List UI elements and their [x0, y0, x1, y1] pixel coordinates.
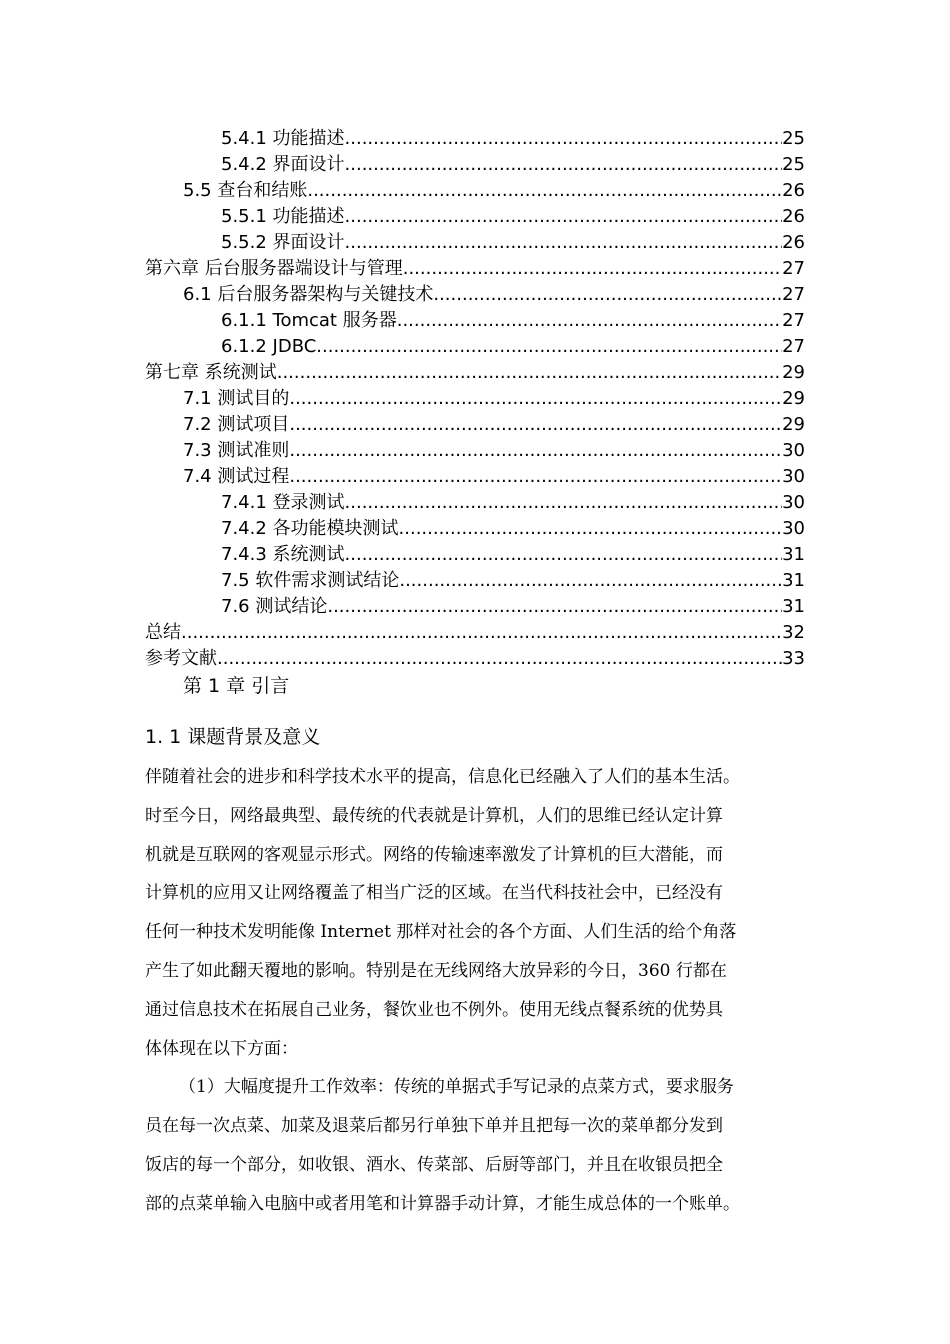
toc-entry[interactable]	[0, 542, 950, 568]
toc-entry-label: 第七章 系统测试	[145, 360, 277, 386]
toc-entry-label: 5.5.1 功能描述	[221, 204, 345, 230]
toc-entry[interactable]	[0, 386, 950, 412]
toc-page-number: 30	[782, 466, 805, 487]
paragraph-line: 任何一种技术发明能像 Internet 那样对社会的各个方面、人们生活的给个角落	[145, 922, 737, 943]
toc-page-number: 26	[782, 206, 805, 227]
toc-entry[interactable]	[0, 568, 950, 594]
toc-entry[interactable]	[0, 464, 950, 490]
toc-page-number: 27	[782, 284, 805, 305]
paragraph-line: 通过信息技术在拓展自己业务，餐饮业也不例外。使用无线点餐系统的优势具	[145, 999, 723, 1020]
toc-entry[interactable]	[0, 204, 950, 230]
paragraph-line: 计算机的应用又让网络覆盖了相当广泛的区域。在当代科技社会中，已经没有	[145, 883, 723, 904]
toc-entry-label: 6.1.2 JDBC	[221, 334, 316, 360]
toc-entry-label: 5.4.2 界面设计	[221, 152, 345, 178]
paragraph-line: 时至今日，网络最典型、最传统的代表就是计算机，人们的思维已经认定计算	[145, 805, 723, 826]
toc-leader-dots	[289, 438, 782, 464]
toc-entry-label: 5.5.2 界面设计	[221, 230, 345, 256]
toc-entry[interactable]	[0, 256, 950, 282]
toc-entry[interactable]	[0, 230, 950, 256]
toc-leader-dots	[397, 308, 782, 334]
toc-page-number: 26	[782, 232, 805, 253]
toc-page-number: 33	[782, 648, 805, 669]
toc-entry-label: 5.5 查台和结账	[183, 178, 307, 204]
toc-leader-dots	[289, 464, 782, 490]
toc-entry[interactable]	[0, 334, 950, 360]
body-text	[145, 758, 825, 1224]
toc-leader-dots	[345, 542, 783, 568]
toc-leader-dots	[316, 334, 782, 360]
toc-entry-label: 7.5 软件需求测试结论	[221, 568, 399, 594]
toc-entry-label: 5.4.1 功能描述	[221, 126, 345, 152]
toc-entry-label: 7.2 测试项目	[183, 412, 289, 438]
toc-entry[interactable]	[0, 516, 950, 542]
toc-page-number: 29	[782, 388, 805, 409]
toc-entry[interactable]	[0, 490, 950, 516]
toc-leader-dots	[345, 126, 783, 152]
table-of-contents	[0, 126, 950, 672]
toc-entry-label: 6.1 后台服务器架构与关键技术	[183, 282, 433, 308]
paragraph-line: 部的点菜单输入电脑中或者用笔和计算器手动计算，才能生成总体的一个账单。	[145, 1193, 740, 1214]
toc-leader-dots	[181, 620, 782, 646]
toc-page-number: 27	[782, 336, 805, 357]
toc-page-number: 25	[782, 128, 805, 149]
toc-leader-dots	[345, 152, 783, 178]
toc-entry-label: 7.4.2 各功能模块测试	[221, 516, 399, 542]
toc-entry[interactable]	[0, 308, 950, 334]
paragraph-line: 伴随着社会的进步和科学技术水平的提高，信息化已经融入了人们的基本生活。	[145, 767, 740, 787]
paragraph-line: 机就是互联网的客观显示形式。网络的传输速率激发了计算机的巨大潜能，而	[145, 844, 723, 865]
toc-page-number: 29	[782, 414, 805, 435]
toc-leader-dots	[327, 594, 782, 620]
toc-entry-label: 第六章 后台服务器端设计与管理	[145, 256, 403, 282]
toc-entry[interactable]	[0, 594, 950, 620]
toc-entry[interactable]	[0, 360, 950, 386]
toc-leader-dots	[345, 490, 783, 516]
toc-leader-dots	[345, 204, 783, 230]
toc-entry-label: 7.6 测试结论	[221, 594, 327, 620]
toc-entry-label: 7.1 测试目的	[183, 386, 289, 412]
toc-leader-dots	[217, 646, 782, 672]
toc-page-number: 26	[782, 180, 805, 201]
toc-entry-label: 7.4.1 登录测试	[221, 490, 345, 516]
toc-entry-label: 总结	[145, 620, 181, 646]
toc-page-number: 27	[782, 258, 805, 279]
toc-entry-label: 7.4 测试过程	[183, 464, 289, 490]
toc-leader-dots	[433, 282, 782, 308]
chapter-title: 第 1 章 引言	[183, 675, 290, 697]
paragraph-line: 员在每一次点菜、加菜及退菜后都另行单独下单并且把每一次的菜单都分发到	[145, 1116, 723, 1137]
toc-leader-dots	[307, 178, 782, 204]
toc-page-number: 30	[782, 440, 805, 461]
toc-page-number: 30	[782, 518, 805, 539]
toc-entry[interactable]	[0, 620, 950, 646]
toc-page-number: 31	[782, 570, 805, 591]
paragraph-line: 饭店的每一个部分，如收银、酒水、传菜部、后厨等部门，并且在收银员把全	[145, 1154, 723, 1175]
toc-entry-label: 参考文献	[145, 646, 217, 672]
toc-leader-dots	[399, 568, 782, 594]
toc-page-number: 25	[782, 154, 805, 175]
toc-entry[interactable]	[0, 282, 950, 308]
toc-leader-dots	[289, 412, 782, 438]
toc-entry-label: 7.3 测试准则	[183, 438, 289, 464]
paragraph-line: 产生了如此翻天覆地的影响。特别是在无线网络大放异彩的今日，360 行都在	[145, 960, 727, 981]
toc-entry[interactable]	[0, 646, 950, 672]
toc-page-number: 31	[782, 544, 805, 565]
toc-entry-label: 7.4.3 系统测试	[221, 542, 345, 568]
toc-entry-label: 6.1.1 Tomcat 服务器	[221, 308, 397, 334]
toc-entry[interactable]	[0, 412, 950, 438]
paragraph-line: （1）大幅度提升工作效率：传统的单据式手写记录的点菜方式，要求服务	[179, 1077, 734, 1098]
toc-leader-dots	[345, 230, 783, 256]
toc-page-number: 29	[782, 362, 805, 383]
toc-entry[interactable]	[0, 178, 950, 204]
toc-page-number: 31	[782, 596, 805, 617]
toc-leader-dots	[277, 360, 782, 386]
toc-entry[interactable]	[0, 126, 950, 152]
toc-page-number: 30	[782, 492, 805, 513]
toc-leader-dots	[399, 516, 783, 542]
toc-leader-dots	[403, 256, 782, 282]
toc-page-number: 32	[782, 622, 805, 643]
toc-page-number: 27	[782, 310, 805, 331]
toc-entry[interactable]	[0, 152, 950, 178]
paragraph-line: 体体现在以下方面：	[145, 1038, 298, 1059]
toc-entry[interactable]	[0, 438, 950, 464]
toc-leader-dots	[289, 386, 782, 412]
section-heading: 1. 1 课题背景及意义	[145, 726, 321, 748]
